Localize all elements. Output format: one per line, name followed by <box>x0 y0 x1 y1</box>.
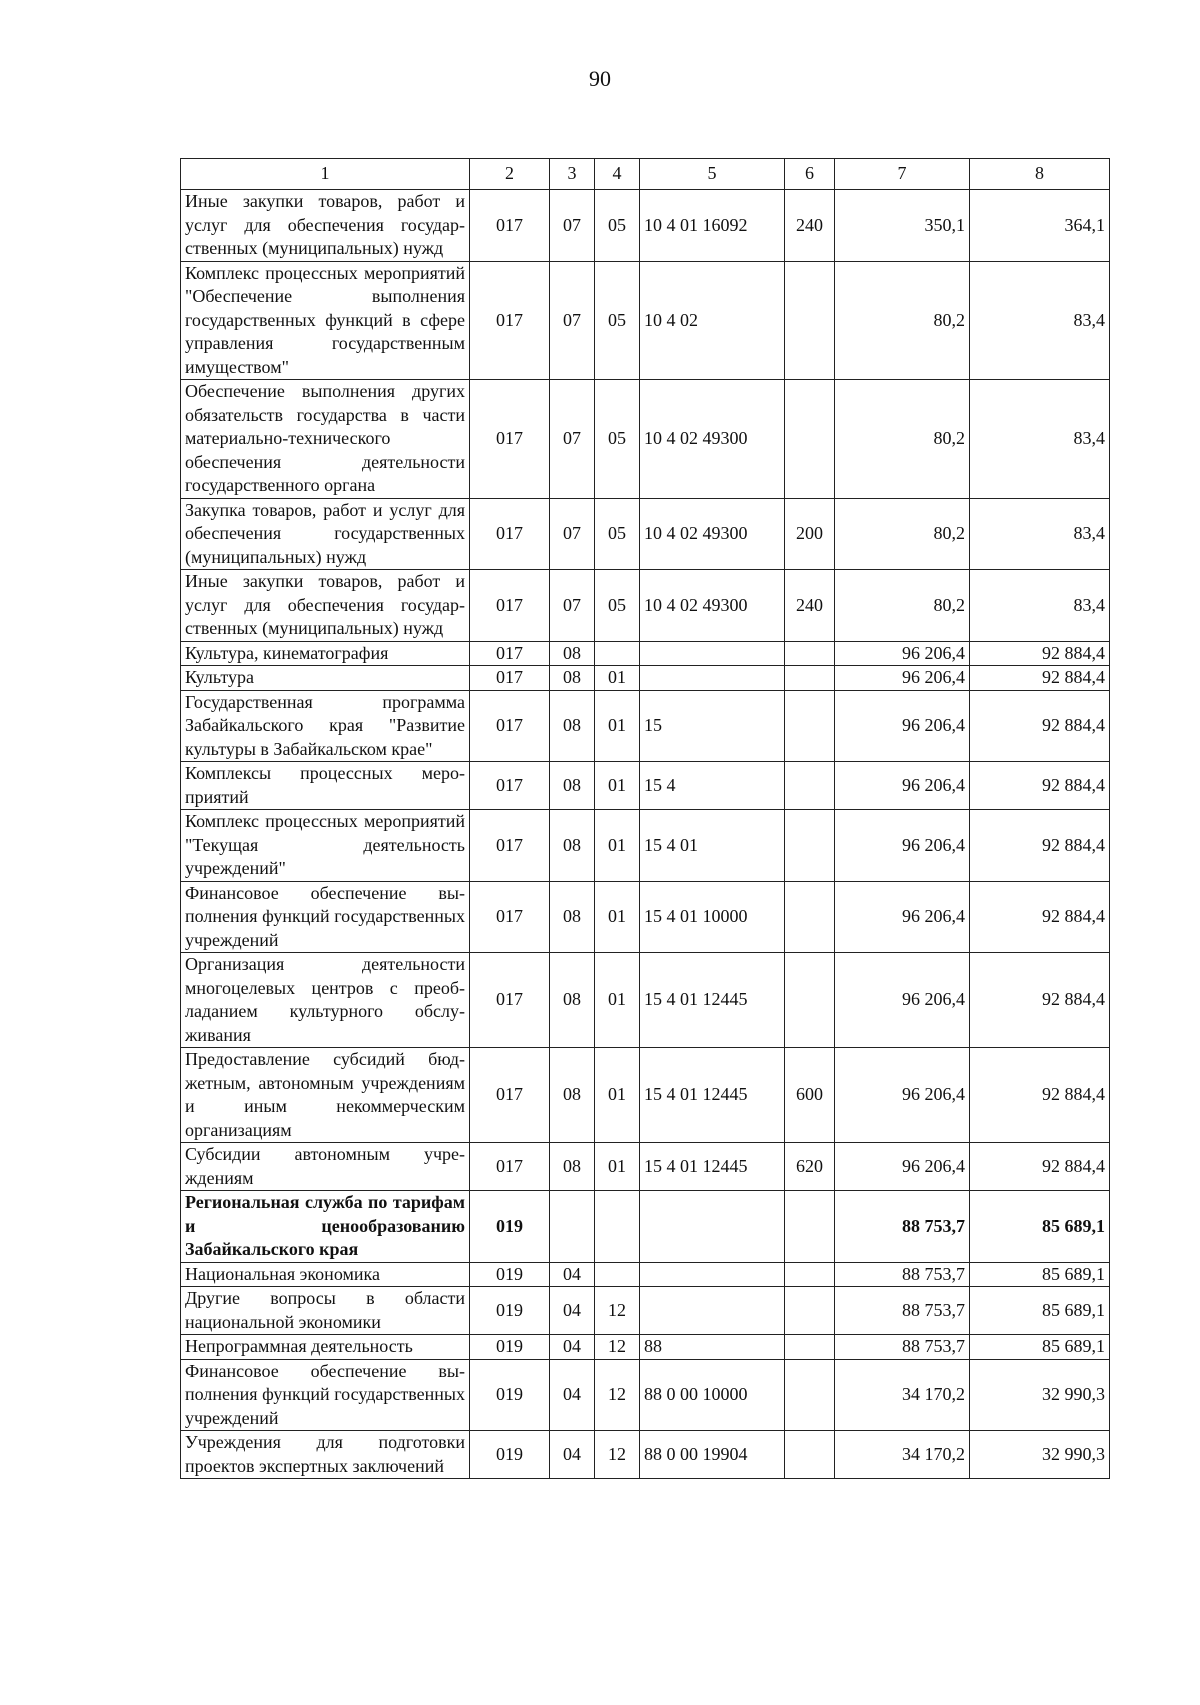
item-name-cell: Организация деятельности многоцелевых центров с преобладанием культурного обслуживания <box>181 953 470 1048</box>
column-header: 4 <box>595 159 640 190</box>
admin-code-cell: 019 <box>470 1262 550 1287</box>
subsection-code-cell: 01 <box>595 881 640 953</box>
section-code-cell: 08 <box>550 810 595 882</box>
section-code-cell: 07 <box>550 190 595 262</box>
target-article-cell: 10 4 01 16092 <box>640 190 785 262</box>
admin-code-cell: 017 <box>470 953 550 1048</box>
admin-code-cell: 019 <box>470 1431 550 1479</box>
expense-type-cell: 240 <box>785 190 835 262</box>
section-code-cell <box>550 1191 595 1263</box>
expense-type-cell <box>785 953 835 1048</box>
subsection-code-cell: 05 <box>595 498 640 570</box>
amount-year2-cell: 83,4 <box>970 261 1110 380</box>
table-row <box>181 1287 1110 1335</box>
admin-code-cell: 017 <box>470 641 550 666</box>
amount-year2-cell: 32 990,3 <box>970 1359 1110 1431</box>
expense-type-cell: 200 <box>785 498 835 570</box>
admin-code-cell: 019 <box>470 1359 550 1431</box>
section-code-cell: 08 <box>550 641 595 666</box>
section-code-cell: 07 <box>550 570 595 642</box>
item-name-cell: Другие вопросы в области национальной экономики <box>181 1287 470 1335</box>
admin-code-cell: 017 <box>470 690 550 762</box>
target-article-cell <box>640 641 785 666</box>
section-code-cell: 04 <box>550 1287 595 1335</box>
admin-code-cell: 017 <box>470 1048 550 1143</box>
item-name-cell: Культура, кинематография <box>181 641 470 666</box>
amount-year2-cell: 92 884,4 <box>970 953 1110 1048</box>
amount-year1-cell: 96 206,4 <box>835 762 970 810</box>
column-header: 2 <box>470 159 550 190</box>
table-row <box>181 1262 1110 1287</box>
budget-table <box>180 158 1110 1479</box>
target-article-cell: 15 4 01 12445 <box>640 1048 785 1143</box>
target-article-cell: 15 <box>640 690 785 762</box>
table-row <box>181 1431 1110 1479</box>
amount-year2-cell: 83,4 <box>970 498 1110 570</box>
column-header: 1 <box>181 159 470 190</box>
table-row <box>181 190 1110 262</box>
subsection-code-cell: 01 <box>595 1143 640 1191</box>
table-row <box>181 570 1110 642</box>
section-code-cell: 08 <box>550 1048 595 1143</box>
amount-year2-cell: 83,4 <box>970 570 1110 642</box>
item-name-cell: Комплексы процессных мероприятий <box>181 762 470 810</box>
target-article-cell: 10 4 02 49300 <box>640 498 785 570</box>
item-name-cell: Предоставление субсидий бюджетным, автономным учреждениям и иным некоммерческим организациям <box>181 1048 470 1143</box>
subsection-code-cell: 05 <box>595 190 640 262</box>
target-article-cell: 88 0 00 19904 <box>640 1431 785 1479</box>
amount-year1-cell: 96 206,4 <box>835 810 970 882</box>
admin-code-cell: 019 <box>470 1287 550 1335</box>
table-row <box>181 953 1110 1048</box>
target-article-cell: 15 4 01 10000 <box>640 881 785 953</box>
amount-year2-cell: 92 884,4 <box>970 666 1110 691</box>
admin-code-cell: 017 <box>470 261 550 380</box>
amount-year2-cell: 364,1 <box>970 190 1110 262</box>
item-name-cell: Иные закупки товаров, работ и услуг для обеспечения государственных (муниципальных) нужд <box>181 190 470 262</box>
item-name-cell: Иные закупки товаров, работ и услуг для обеспечения государственных (муниципальных) нужд <box>181 570 470 642</box>
subsection-code-cell: 01 <box>595 810 640 882</box>
amount-year2-cell: 92 884,4 <box>970 1143 1110 1191</box>
subsection-code-cell: 01 <box>595 666 640 691</box>
amount-year1-cell: 80,2 <box>835 570 970 642</box>
amount-year2-cell: 92 884,4 <box>970 641 1110 666</box>
column-header: 5 <box>640 159 785 190</box>
section-code-cell: 04 <box>550 1335 595 1360</box>
expense-type-cell <box>785 666 835 691</box>
amount-year1-cell: 80,2 <box>835 261 970 380</box>
amount-year1-cell: 80,2 <box>835 498 970 570</box>
item-name-cell: Региональная служба по тарифам и ценообразованию Забайкальского края <box>181 1191 470 1263</box>
amount-year2-cell: 85 689,1 <box>970 1335 1110 1360</box>
amount-year1-cell: 88 753,7 <box>835 1287 970 1335</box>
subsection-code-cell <box>595 1262 640 1287</box>
expense-type-cell <box>785 380 835 499</box>
page-number: 90 <box>589 66 611 91</box>
amount-year1-cell: 96 206,4 <box>835 1143 970 1191</box>
admin-code-cell: 017 <box>470 810 550 882</box>
target-article-cell: 10 4 02 <box>640 261 785 380</box>
expense-type-cell <box>785 810 835 882</box>
subsection-code-cell: 01 <box>595 762 640 810</box>
admin-code-cell: 017 <box>470 380 550 499</box>
amount-year2-cell: 85 689,1 <box>970 1262 1110 1287</box>
admin-code-cell: 019 <box>470 1335 550 1360</box>
admin-code-cell: 017 <box>470 1143 550 1191</box>
section-code-cell: 08 <box>550 1143 595 1191</box>
amount-year1-cell: 34 170,2 <box>835 1359 970 1431</box>
expense-type-cell <box>785 261 835 380</box>
column-header: 3 <box>550 159 595 190</box>
table-row <box>181 1143 1110 1191</box>
target-article-cell <box>640 666 785 691</box>
item-name-cell: Непрограммная деятельность <box>181 1335 470 1360</box>
subsection-code-cell: 01 <box>595 953 640 1048</box>
amount-year1-cell: 96 206,4 <box>835 881 970 953</box>
expense-type-cell: 240 <box>785 570 835 642</box>
subsection-code-cell: 05 <box>595 380 640 499</box>
target-article-cell <box>640 1262 785 1287</box>
section-code-cell: 07 <box>550 498 595 570</box>
section-code-cell: 04 <box>550 1431 595 1479</box>
subsection-code-cell: 01 <box>595 690 640 762</box>
amount-year2-cell: 92 884,4 <box>970 762 1110 810</box>
table-row <box>181 641 1110 666</box>
amount-year2-cell: 85 689,1 <box>970 1287 1110 1335</box>
table-row <box>181 810 1110 882</box>
item-name-cell: Закупка товаров, работ и услуг для обеспечения государственных (муниципальных) нужд <box>181 498 470 570</box>
subsection-code-cell: 05 <box>595 570 640 642</box>
section-code-cell: 08 <box>550 690 595 762</box>
section-code-cell: 08 <box>550 881 595 953</box>
amount-year1-cell: 88 753,7 <box>835 1262 970 1287</box>
expense-type-cell <box>785 1287 835 1335</box>
subsection-code-cell <box>595 641 640 666</box>
section-code-cell: 04 <box>550 1262 595 1287</box>
section-code-cell: 08 <box>550 762 595 810</box>
table-row <box>181 690 1110 762</box>
amount-year1-cell: 96 206,4 <box>835 953 970 1048</box>
admin-code-cell: 019 <box>470 1191 550 1263</box>
amount-year1-cell: 88 753,7 <box>835 1191 970 1263</box>
target-article-cell: 15 4 01 <box>640 810 785 882</box>
item-name-cell: Финансовое обеспечение выполнения функций государственных учреждений <box>181 1359 470 1431</box>
expense-type-cell <box>785 881 835 953</box>
target-article-cell: 15 4 01 12445 <box>640 1143 785 1191</box>
amount-year2-cell: 83,4 <box>970 380 1110 499</box>
section-code-cell: 08 <box>550 953 595 1048</box>
amount-year2-cell: 32 990,3 <box>970 1431 1110 1479</box>
section-code-cell: 08 <box>550 666 595 691</box>
expense-type-cell <box>785 1431 835 1479</box>
expense-type-cell: 620 <box>785 1143 835 1191</box>
expense-type-cell <box>785 1359 835 1431</box>
subsection-code-cell <box>595 1191 640 1263</box>
table-row <box>181 1191 1110 1263</box>
amount-year1-cell: 88 753,7 <box>835 1335 970 1360</box>
table-row <box>181 1359 1110 1431</box>
amount-year2-cell: 92 884,4 <box>970 810 1110 882</box>
expense-type-cell <box>785 1191 835 1263</box>
table-row <box>181 261 1110 380</box>
target-article-cell: 10 4 02 49300 <box>640 380 785 499</box>
section-code-cell: 07 <box>550 380 595 499</box>
subsection-code-cell: 05 <box>595 261 640 380</box>
amount-year2-cell: 92 884,4 <box>970 1048 1110 1143</box>
column-header: 6 <box>785 159 835 190</box>
amount-year1-cell: 350,1 <box>835 190 970 262</box>
item-name-cell: Культура <box>181 666 470 691</box>
item-name-cell: Финансовое обеспечение выполнения функций государственных учреждений <box>181 881 470 953</box>
amount-year2-cell: 92 884,4 <box>970 690 1110 762</box>
item-name-cell: Комплекс процессных мероприятий "Обеспечение выполнения государственных функций в сфере управления государственным имуществом" <box>181 261 470 380</box>
target-article-cell <box>640 1191 785 1263</box>
subsection-code-cell: 12 <box>595 1335 640 1360</box>
expense-type-cell <box>785 762 835 810</box>
item-name-cell: Национальная экономика <box>181 1262 470 1287</box>
item-name-cell: Комплекс процессных мероприятий "Текущая деятельность учреждений" <box>181 810 470 882</box>
table-row <box>181 380 1110 499</box>
amount-year2-cell: 85 689,1 <box>970 1191 1110 1263</box>
table-row <box>181 1048 1110 1143</box>
admin-code-cell: 017 <box>470 881 550 953</box>
amount-year2-cell: 92 884,4 <box>970 881 1110 953</box>
target-article-cell: 10 4 02 49300 <box>640 570 785 642</box>
target-article-cell: 88 <box>640 1335 785 1360</box>
column-header: 7 <box>835 159 970 190</box>
subsection-code-cell: 12 <box>595 1359 640 1431</box>
section-code-cell: 07 <box>550 261 595 380</box>
table-row <box>181 762 1110 810</box>
table-row <box>181 498 1110 570</box>
subsection-code-cell: 01 <box>595 1048 640 1143</box>
target-article-cell <box>640 1287 785 1335</box>
admin-code-cell: 017 <box>470 190 550 262</box>
item-name-cell: Обеспечение выполнения других обязательств государства в части материально-технического обеспечения деятельности государственного органа <box>181 380 470 499</box>
amount-year1-cell: 96 206,4 <box>835 666 970 691</box>
amount-year1-cell: 96 206,4 <box>835 690 970 762</box>
column-header: 8 <box>970 159 1110 190</box>
table-body <box>181 190 1110 1479</box>
item-name-cell: Субсидии автономным учреждениям <box>181 1143 470 1191</box>
subsection-code-cell: 12 <box>595 1287 640 1335</box>
section-code-cell: 04 <box>550 1359 595 1431</box>
target-article-cell: 88 0 00 10000 <box>640 1359 785 1431</box>
admin-code-cell: 017 <box>470 498 550 570</box>
expense-type-cell <box>785 1262 835 1287</box>
admin-code-cell: 017 <box>470 762 550 810</box>
item-name-cell: Государственная программа Забайкальского края "Развитие культуры в Забайкальском крае" <box>181 690 470 762</box>
header-row <box>181 159 1110 190</box>
expense-type-cell: 600 <box>785 1048 835 1143</box>
table-row <box>181 1335 1110 1360</box>
target-article-cell: 15 4 <box>640 762 785 810</box>
amount-year1-cell: 96 206,4 <box>835 641 970 666</box>
table-row <box>181 881 1110 953</box>
expense-type-cell <box>785 641 835 666</box>
amount-year1-cell: 80,2 <box>835 380 970 499</box>
target-article-cell: 15 4 01 12445 <box>640 953 785 1048</box>
amount-year1-cell: 34 170,2 <box>835 1431 970 1479</box>
subsection-code-cell: 12 <box>595 1431 640 1479</box>
expense-type-cell <box>785 690 835 762</box>
amount-year1-cell: 96 206,4 <box>835 1048 970 1143</box>
table-row <box>181 666 1110 691</box>
admin-code-cell: 017 <box>470 570 550 642</box>
item-name-cell: Учреждения для подготовки проектов экспертных заключений <box>181 1431 470 1479</box>
expense-type-cell <box>785 1335 835 1360</box>
admin-code-cell: 017 <box>470 666 550 691</box>
